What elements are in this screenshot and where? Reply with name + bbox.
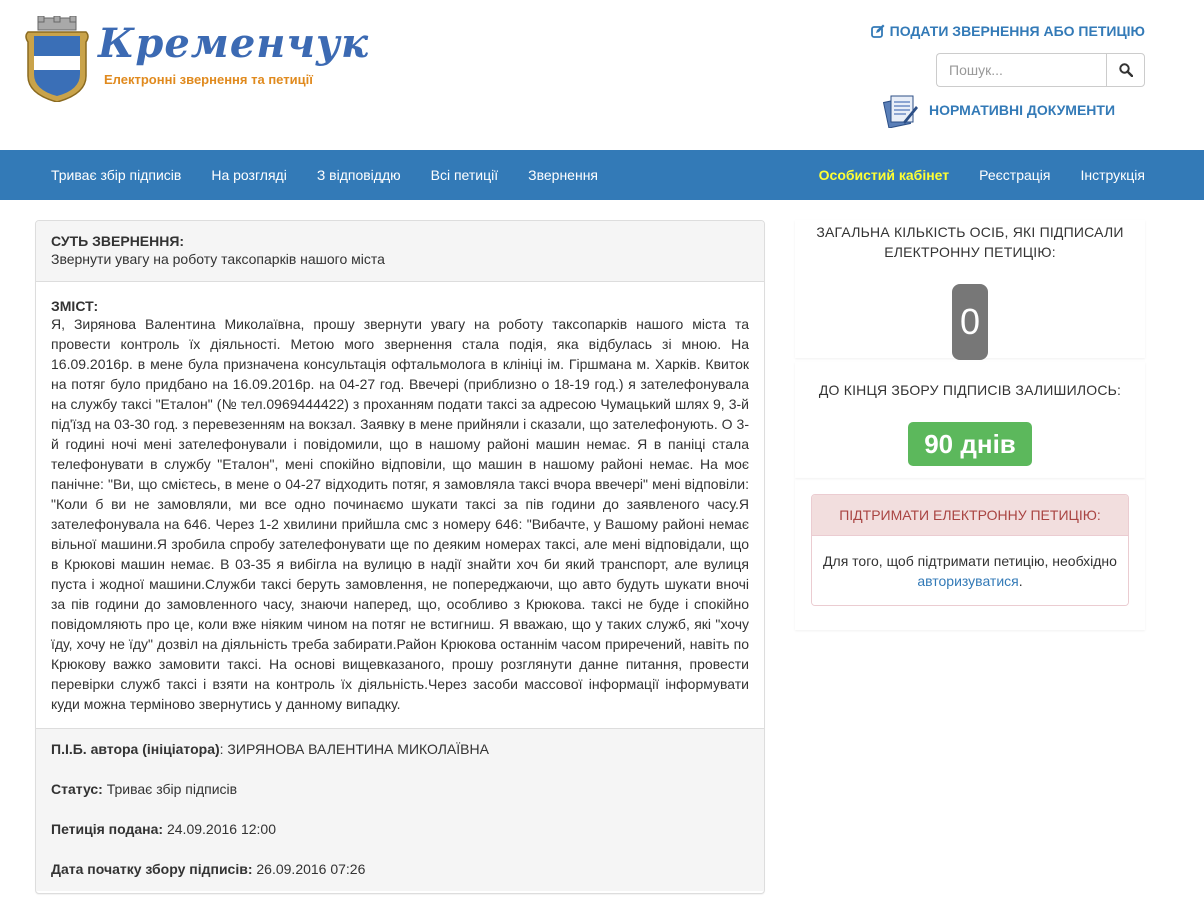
nav-under-review[interactable]: На розгляді [211,167,287,183]
search-button[interactable] [1106,53,1145,87]
submit-petition-label: ПОДАТИ ЗВЕРНЕННЯ АБО ПЕТИЦІЮ [889,23,1145,39]
remaining-caption: ДО КІНЦЯ ЗБОРУ ПІДПИСІВ ЗАЛИШИЛОСЬ: [818,382,1122,398]
authorize-link[interactable]: авторизуватися [917,573,1019,589]
signers-count-badge: 0 [952,284,988,360]
subject-label: СУТЬ ЗВЕРНЕННЯ: [51,233,185,249]
nav-answered[interactable]: З відповіддю [316,167,401,183]
coat-of-arms-icon [24,16,90,102]
support-title: ПІДТРИМАТИ ЕЛЕКТРОННУ ПЕТИЦІЮ: [812,495,1128,536]
petition-panel [35,220,765,894]
brand-subtitle: Електронні звернення та петиції [104,72,313,87]
site-logo[interactable] [24,14,370,104]
submitted-label: Петиція подана: [51,821,164,837]
petition-subject-section [36,221,764,282]
start-date-label: Дата початку збору підписів: [51,861,253,877]
status-value: Триває збір підписів [102,781,238,797]
content-label: ЗМІСТ: [51,298,99,314]
petition-content: Я, Зирянова Валентина Миколаївна, прошу звернути увагу на роботу таксопарків нашого міста та провести контроль їх діяльності. Метою мого звернення стала подія, яка відбулась зі мною. На 16.09.2016р. в мене була призначена консультація офтальмолога в клініці ім. Гіршмана м. Харків. Квиток на потяг було придбано на 16.09.2016р. на 04-27 год. Ввечері (приблизно о 18-19 год.) я зателефонувала на службу таксі "Еталон" (№ тел.0969444422) з проханням подати таксі за адресою Чумацький шлях 9, 3-й під'їзд на 03-30 год. з перевезенням на вокзал. Заявку в мене прийняли і сказали, що зателефонують. О 3-й годині ночі мені зателефонували і повідомили, що в нашому районі машин немає. Я в паніці стала телефонувати в службу "Еталон", мені спокійно відповіли, що машин в нашому районі немає. На моє панічне: "Ви, що смієтесь, в мене о 04-27 відходить потяг, я замовляла таксі вчора ввечері" мені відповіли: "Коли б ви не замовляли, ми все одно починаємо шукати таксі за пів години до заявленого часу.Я зателефонувала на 646. Через 1-2 хвилини прийшла смс з номеру 646: "Вибачте, у Вашому районі немає вільної машини.Я зробила спробу зателефонувати ще по деяким номерах таксі, але мені відповідали, що в Крюкові машин немає. В 03-35 я вибігла на вулицю в надії знайти хоч би який транспорт, але вулиця пуста і жодної машини.Служби таксі беруть замовлення, не попереджаючи, що авто будуть шукати вночі за пів години до замовленного часу, знаючи наперед, що, особливо з Крюкова. таксі не буде і спокійно повідомляють про це, коли вже ніяким чином на потяг не встигниш. Я вважаю, що у таких служб, які "хочу їду, хочу не їду" дозвіл на діяльність треба забирати.Район Крюкова останнім часом приречений, навіть по Крюкову важко замовити таксі. На основі вищевказаного, прошу розглянути данне питання, провести перевірки служб таксі і взяти на контроль їх діяльність.Через засоби массової інформації інформувати куди можна терміново звернутись у данному випадку. [51,316,749,712]
status-row [51,781,749,821]
nav-registration[interactable]: Реєстрація [979,167,1051,183]
start-date-row [51,861,749,894]
nav-collecting-signatures[interactable]: Триває збір підписів [51,167,182,183]
support-box [795,478,1145,630]
search-form [936,53,1145,87]
submit-petition-link[interactable] [871,23,1145,39]
nav-appeals[interactable]: Звернення [528,167,599,183]
normative-documents-label: НОРМАТИВНІ ДОКУМЕНТИ [929,102,1116,118]
petition-sidebar [795,220,1145,630]
support-body [812,536,1128,605]
support-text-end: . [1018,573,1023,589]
edit-icon [871,24,885,38]
submitted-value: 24.09.2016 12:00 [163,821,276,837]
signers-caption: ЗАГАЛЬНА КІЛЬКІСТЬ ОСІБ, ЯКІ ПІДПИСАЛИ ЕЛЕКТРОННУ ПЕТИЦІЮ: [816,224,1124,260]
support-text: Для того, щоб підтримати петицію, необхідно [823,553,1117,569]
nav-personal-cabinet[interactable]: Особистий кабінет [818,167,950,183]
petition-subject: Звернути увагу на роботу таксопарків нашого міста [51,251,385,267]
search-icon [1119,63,1133,77]
main-navbar [0,150,1204,200]
support-panel [811,494,1129,606]
nav-instruction[interactable]: Інструкція [1080,167,1145,183]
search-input[interactable] [936,53,1106,87]
author-value: : ЗИРЯНОВА ВАЛЕНТИНА МИКОЛАЇВНА [219,741,489,757]
normative-documents-link[interactable] [883,92,1115,128]
remaining-box [795,362,1145,478]
brand-name: Кременчук [98,20,370,67]
author-row [51,741,749,781]
petition-content-section [36,282,764,729]
author-label: П.І.Б. автора (ініціатора) [51,741,220,757]
remaining-days-badge: 90 днів [908,422,1032,466]
nav-all-petitions[interactable]: Всі петиції [430,167,499,183]
submitted-row [51,821,749,861]
signers-box [795,220,1145,358]
petition-meta-section [36,729,764,891]
documents-icon [883,92,919,128]
status-label: Статус: [51,781,103,797]
start-date-value: 26.09.2016 07:26 [252,861,366,877]
header [0,0,1204,150]
